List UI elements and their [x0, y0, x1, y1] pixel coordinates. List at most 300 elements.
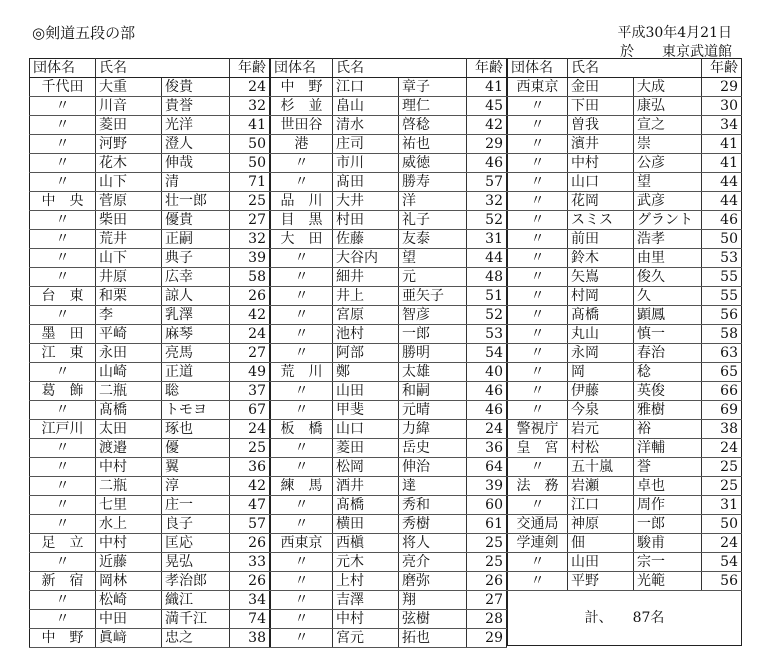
surname-cell: 上村	[333, 572, 399, 591]
table-row	[30, 230, 270, 249]
org-cell: 〃	[508, 211, 568, 230]
age-cell: 34	[230, 591, 270, 610]
surname-cell: 岡	[568, 363, 634, 382]
surname-cell: 江口	[568, 496, 634, 515]
surname-cell: 西槇	[333, 534, 399, 553]
surname-cell: 髙橋	[568, 306, 634, 325]
age-cell: 71	[230, 173, 270, 192]
table-header-row	[271, 59, 507, 78]
given-name-cell: トモヨ	[162, 401, 230, 420]
event-date: 平成30年4月21日	[617, 25, 732, 41]
table-row	[508, 211, 742, 230]
age-cell: 25	[702, 458, 742, 477]
org-cell: 〃	[30, 306, 96, 325]
table-row	[508, 420, 742, 439]
table-row	[508, 230, 742, 249]
table-row	[508, 116, 742, 135]
age-cell: 63	[702, 344, 742, 363]
given-name-cell: 和嗣	[399, 382, 467, 401]
org-cell: 新 宿	[30, 572, 96, 591]
org-cell: 〃	[30, 116, 96, 135]
age-cell: 46	[467, 154, 507, 173]
org-cell: 法 務	[508, 477, 568, 496]
org-cell: 〃	[271, 344, 333, 363]
given-name-cell: 秀樹	[399, 515, 467, 534]
table-row	[30, 78, 270, 97]
org-header: 団体名	[508, 59, 568, 78]
age-cell: 37	[230, 382, 270, 401]
table-row	[30, 420, 270, 439]
surname-cell: 二瓶	[96, 477, 162, 496]
org-cell: 〃	[508, 192, 568, 211]
surname-cell: 二瓶	[96, 382, 162, 401]
surname-cell: 中村	[333, 610, 399, 629]
age-cell: 41	[230, 116, 270, 135]
given-name-cell: 洋輔	[634, 439, 702, 458]
age-cell: 56	[702, 306, 742, 325]
given-name-cell: 岳史	[399, 439, 467, 458]
age-cell: 58	[230, 268, 270, 287]
org-cell: 〃	[30, 515, 96, 534]
table-row	[508, 553, 742, 572]
surname-cell: 岩元	[568, 420, 634, 439]
table-row	[271, 439, 507, 458]
age-cell: 32	[467, 192, 507, 211]
surname-cell: 平野	[568, 572, 634, 591]
org-cell: 〃	[30, 211, 96, 230]
surname-cell: 岡林	[96, 572, 162, 591]
table-row	[508, 287, 742, 306]
given-name-cell: 大成	[634, 78, 702, 97]
given-name-cell: 一郎	[634, 515, 702, 534]
surname-cell: 濱井	[568, 135, 634, 154]
given-name-cell: 乳澤	[162, 306, 230, 325]
total-row	[508, 591, 742, 646]
org-cell: 〃	[271, 306, 333, 325]
age-cell: 38	[702, 420, 742, 439]
table-row	[508, 78, 742, 97]
age-cell: 45	[467, 97, 507, 116]
table-row	[508, 325, 742, 344]
age-cell: 51	[467, 287, 507, 306]
given-name-cell: 英俊	[634, 382, 702, 401]
org-cell: 台 東	[30, 287, 96, 306]
org-cell: 〃	[508, 97, 568, 116]
age-cell: 27	[230, 211, 270, 230]
given-name-cell: 達	[399, 477, 467, 496]
age-cell: 55	[702, 287, 742, 306]
age-cell: 36	[230, 458, 270, 477]
org-cell: 〃	[508, 268, 568, 287]
org-cell: 足 立	[30, 534, 96, 553]
table-row	[30, 553, 270, 572]
surname-cell: 菅原	[96, 192, 162, 211]
total-cell	[508, 591, 742, 646]
age-cell: 49	[230, 363, 270, 382]
org-cell: 〃	[30, 401, 96, 420]
table-row	[508, 382, 742, 401]
given-name-cell: 磨弥	[399, 572, 467, 591]
table-row	[508, 249, 742, 268]
given-name-cell: 勝寿	[399, 173, 467, 192]
given-name-cell: 一郎	[399, 325, 467, 344]
surname-cell: 川音	[96, 97, 162, 116]
table-header-row	[508, 59, 742, 78]
table-row	[508, 477, 742, 496]
table-row	[271, 249, 507, 268]
org-cell: 皇 宮	[508, 439, 568, 458]
given-name-cell: 忠之	[162, 629, 230, 648]
age-cell: 56	[702, 572, 742, 591]
table-row	[30, 572, 270, 591]
table-row	[30, 268, 270, 287]
age-cell: 30	[702, 97, 742, 116]
table-row	[30, 382, 270, 401]
surname-cell: 山崎	[96, 363, 162, 382]
org-cell: 〃	[30, 477, 96, 496]
surname-cell: 山田	[333, 382, 399, 401]
org-cell: 〃	[508, 230, 568, 249]
venue-prefix: 於	[620, 44, 634, 60]
table-row	[271, 211, 507, 230]
age-cell: 25	[702, 477, 742, 496]
given-name-cell: 友泰	[399, 230, 467, 249]
age-cell: 41	[467, 78, 507, 97]
table-row	[508, 306, 742, 325]
org-cell: 〃	[30, 610, 96, 629]
age-cell: 24	[702, 439, 742, 458]
surname-cell: 鄭	[333, 363, 399, 382]
org-cell: 江 東	[30, 344, 96, 363]
given-name-cell: 勝明	[399, 344, 467, 363]
surname-cell: 佐藤	[333, 230, 399, 249]
age-cell: 41	[702, 154, 742, 173]
table-row	[271, 363, 507, 382]
given-name-cell: 太雄	[399, 363, 467, 382]
surname-cell: 五十嵐	[568, 458, 634, 477]
age-cell: 26	[230, 287, 270, 306]
surname-cell: 神原	[568, 515, 634, 534]
table-row	[30, 401, 270, 420]
age-cell: 50	[702, 515, 742, 534]
org-cell: 〃	[271, 496, 333, 515]
surname-cell: 河野	[96, 135, 162, 154]
table-row	[271, 401, 507, 420]
table-row	[30, 610, 270, 629]
table-row	[30, 135, 270, 154]
given-name-cell: 周作	[634, 496, 702, 515]
table-row	[271, 591, 507, 610]
given-name-cell: 康弘	[634, 97, 702, 116]
table-row	[508, 496, 742, 515]
org-cell: 練 馬	[271, 477, 333, 496]
surname-cell: 吉澤	[333, 591, 399, 610]
surname-cell: 村岡	[568, 287, 634, 306]
surname-cell: 松岡	[333, 458, 399, 477]
surname-cell: 曽我	[568, 116, 634, 135]
given-name-cell: 顕鳳	[634, 306, 702, 325]
surname-cell: 阿部	[333, 344, 399, 363]
surname-cell: 中村	[568, 154, 634, 173]
table-row	[271, 325, 507, 344]
org-cell: 〃	[508, 401, 568, 420]
age-cell: 53	[467, 325, 507, 344]
age-cell: 32	[230, 230, 270, 249]
age-cell: 24	[230, 78, 270, 97]
table-row	[30, 591, 270, 610]
given-name-cell: 淳	[162, 477, 230, 496]
surname-cell: 村松	[568, 439, 634, 458]
given-name-cell: 聡	[162, 382, 230, 401]
surname-cell: 山下	[96, 249, 162, 268]
org-cell: 〃	[508, 382, 568, 401]
table-row	[30, 477, 270, 496]
surname-cell: 金田	[568, 78, 634, 97]
org-cell: 港	[271, 135, 333, 154]
given-name-cell: 洋	[399, 192, 467, 211]
table-row	[30, 629, 270, 648]
org-cell: 葛 飾	[30, 382, 96, 401]
given-name-cell: 啓稔	[399, 116, 467, 135]
age-cell: 61	[467, 515, 507, 534]
age-cell: 65	[702, 363, 742, 382]
surname-cell: 山田	[568, 553, 634, 572]
surname-cell: 伊藤	[568, 382, 634, 401]
surname-cell: 李	[96, 306, 162, 325]
roster-column-1	[29, 58, 270, 648]
age-cell: 29	[467, 629, 507, 648]
surname-cell: 渡邉	[96, 439, 162, 458]
surname-cell: 菱田	[96, 116, 162, 135]
org-cell: 墨 田	[30, 325, 96, 344]
given-name-cell: 正嗣	[162, 230, 230, 249]
given-name-cell: 正道	[162, 363, 230, 382]
org-cell: 〃	[508, 116, 568, 135]
org-cell: 〃	[508, 458, 568, 477]
org-cell: 〃	[30, 591, 96, 610]
org-cell: 〃	[30, 553, 96, 572]
org-cell: 中 野	[30, 629, 96, 648]
surname-cell: 庄司	[333, 135, 399, 154]
given-name-cell: 孝治郎	[162, 572, 230, 591]
age-cell: 27	[467, 591, 507, 610]
given-name-cell: 翔	[399, 591, 467, 610]
surname-cell: 太田	[96, 420, 162, 439]
surname-cell: 井上	[333, 287, 399, 306]
surname-cell: 清水	[333, 116, 399, 135]
given-name-cell: 裕	[634, 420, 702, 439]
age-cell: 42	[230, 306, 270, 325]
table-row	[271, 420, 507, 439]
given-name-cell: 琢也	[162, 420, 230, 439]
org-cell: 〃	[271, 458, 333, 477]
surname-cell: 眞﨑	[96, 629, 162, 648]
surname-cell: 井原	[96, 268, 162, 287]
surname-cell: 荒井	[96, 230, 162, 249]
age-cell: 28	[467, 610, 507, 629]
age-cell: 41	[702, 135, 742, 154]
surname-cell: 江口	[333, 78, 399, 97]
surname-cell: 細井	[333, 268, 399, 287]
age-cell: 33	[230, 553, 270, 572]
surname-cell: 髙橋	[96, 401, 162, 420]
roster-tables	[29, 58, 739, 646]
surname-cell: 鈴木	[568, 249, 634, 268]
surname-cell: 山口	[333, 420, 399, 439]
surname-cell: 髙田	[333, 173, 399, 192]
age-cell: 24	[702, 534, 742, 553]
surname-cell: 村田	[333, 211, 399, 230]
age-cell: 52	[467, 306, 507, 325]
age-cell: 24	[230, 420, 270, 439]
age-cell: 50	[230, 135, 270, 154]
age-cell: 26	[467, 572, 507, 591]
org-cell: 〃	[271, 515, 333, 534]
age-cell: 57	[467, 173, 507, 192]
name-header: 氏名	[333, 59, 467, 78]
surname-cell: 池村	[333, 325, 399, 344]
surname-cell: 髙橋	[333, 496, 399, 515]
org-cell: 交通局	[508, 515, 568, 534]
org-cell: 目 黒	[271, 211, 333, 230]
given-name-cell: 織江	[162, 591, 230, 610]
table-row	[271, 306, 507, 325]
table-row	[271, 135, 507, 154]
given-name-cell: 由里	[634, 249, 702, 268]
given-name-cell: 久	[634, 287, 702, 306]
org-cell: 〃	[271, 401, 333, 420]
org-cell: 〃	[30, 268, 96, 287]
table-row	[271, 344, 507, 363]
given-name-cell: 光範	[634, 572, 702, 591]
age-cell: 26	[230, 534, 270, 553]
surname-cell: 大重	[96, 78, 162, 97]
given-name-cell: 元	[399, 268, 467, 287]
table-row	[271, 382, 507, 401]
table-row	[508, 173, 742, 192]
table-row	[508, 135, 742, 154]
age-cell: 24	[467, 420, 507, 439]
age-cell: 36	[467, 439, 507, 458]
table-row	[30, 534, 270, 553]
total-value: 87名	[632, 610, 665, 626]
given-name-cell: 礼子	[399, 211, 467, 230]
org-cell: 品 川	[271, 192, 333, 211]
surname-cell: スミス	[568, 211, 634, 230]
surname-cell: 花木	[96, 154, 162, 173]
given-name-cell: 典子	[162, 249, 230, 268]
age-cell: 58	[702, 325, 742, 344]
org-cell: 〃	[30, 439, 96, 458]
total-label: 計、	[584, 610, 613, 626]
surname-cell: 菱田	[333, 439, 399, 458]
org-cell: 西東京	[508, 78, 568, 97]
surname-cell: 畠山	[333, 97, 399, 116]
surname-cell: 酒井	[333, 477, 399, 496]
given-name-cell: 亜矢子	[399, 287, 467, 306]
table-row	[30, 515, 270, 534]
age-cell: 25	[467, 534, 507, 553]
given-name-cell: 章子	[399, 78, 467, 97]
table-row	[508, 154, 742, 173]
table-row	[508, 97, 742, 116]
surname-cell: 大井	[333, 192, 399, 211]
org-cell: 〃	[30, 496, 96, 515]
document-title: ◎剣道五段の部	[32, 24, 136, 42]
table-row	[271, 572, 507, 591]
age-cell: 44	[467, 249, 507, 268]
age-cell: 39	[230, 249, 270, 268]
table-row	[508, 439, 742, 458]
surname-cell: 市川	[333, 154, 399, 173]
given-name-cell: 亮馬	[162, 344, 230, 363]
org-cell: 〃	[508, 173, 568, 192]
age-cell: 64	[467, 458, 507, 477]
table-row	[30, 249, 270, 268]
surname-cell: 大谷内	[333, 249, 399, 268]
age-cell: 48	[467, 268, 507, 287]
table-row	[508, 401, 742, 420]
org-cell: 中 野	[271, 78, 333, 97]
age-cell: 57	[230, 515, 270, 534]
given-name-cell: 理仁	[399, 97, 467, 116]
org-cell: 荒 川	[271, 363, 333, 382]
org-cell: 〃	[508, 306, 568, 325]
table-row	[271, 116, 507, 135]
given-name-cell: 光洋	[162, 116, 230, 135]
given-name-cell: 望	[399, 249, 467, 268]
age-cell: 55	[702, 268, 742, 287]
given-name-cell: 将人	[399, 534, 467, 553]
given-name-cell: 智彦	[399, 306, 467, 325]
table-row	[271, 154, 507, 173]
table-row	[271, 97, 507, 116]
org-cell: 世田谷	[271, 116, 333, 135]
org-cell: 〃	[271, 610, 333, 629]
given-name-cell: 春治	[634, 344, 702, 363]
given-name-cell: 宗一	[634, 553, 702, 572]
surname-cell: 山口	[568, 173, 634, 192]
age-cell: 40	[467, 363, 507, 382]
table-row	[271, 496, 507, 515]
table-row	[30, 192, 270, 211]
age-cell: 74	[230, 610, 270, 629]
table-row	[508, 344, 742, 363]
age-cell: 53	[702, 249, 742, 268]
table-row	[508, 268, 742, 287]
table-row	[30, 97, 270, 116]
age-cell: 25	[230, 192, 270, 211]
table-row	[508, 363, 742, 382]
org-cell: 大 田	[271, 230, 333, 249]
age-cell: 50	[702, 230, 742, 249]
surname-cell: 花岡	[568, 192, 634, 211]
age-cell: 60	[467, 496, 507, 515]
org-cell: 江戸川	[30, 420, 96, 439]
table-row	[271, 477, 507, 496]
surname-cell: 佃	[568, 534, 634, 553]
surname-cell: 今泉	[568, 401, 634, 420]
org-cell: 〃	[30, 135, 96, 154]
table-row	[30, 306, 270, 325]
given-name-cell: 駿甫	[634, 534, 702, 553]
given-name-cell: 諒人	[162, 287, 230, 306]
table-row	[271, 610, 507, 629]
venue-name: 東京武道館	[662, 44, 732, 60]
age-cell: 42	[230, 477, 270, 496]
table-row	[271, 173, 507, 192]
org-cell: 〃	[508, 553, 568, 572]
